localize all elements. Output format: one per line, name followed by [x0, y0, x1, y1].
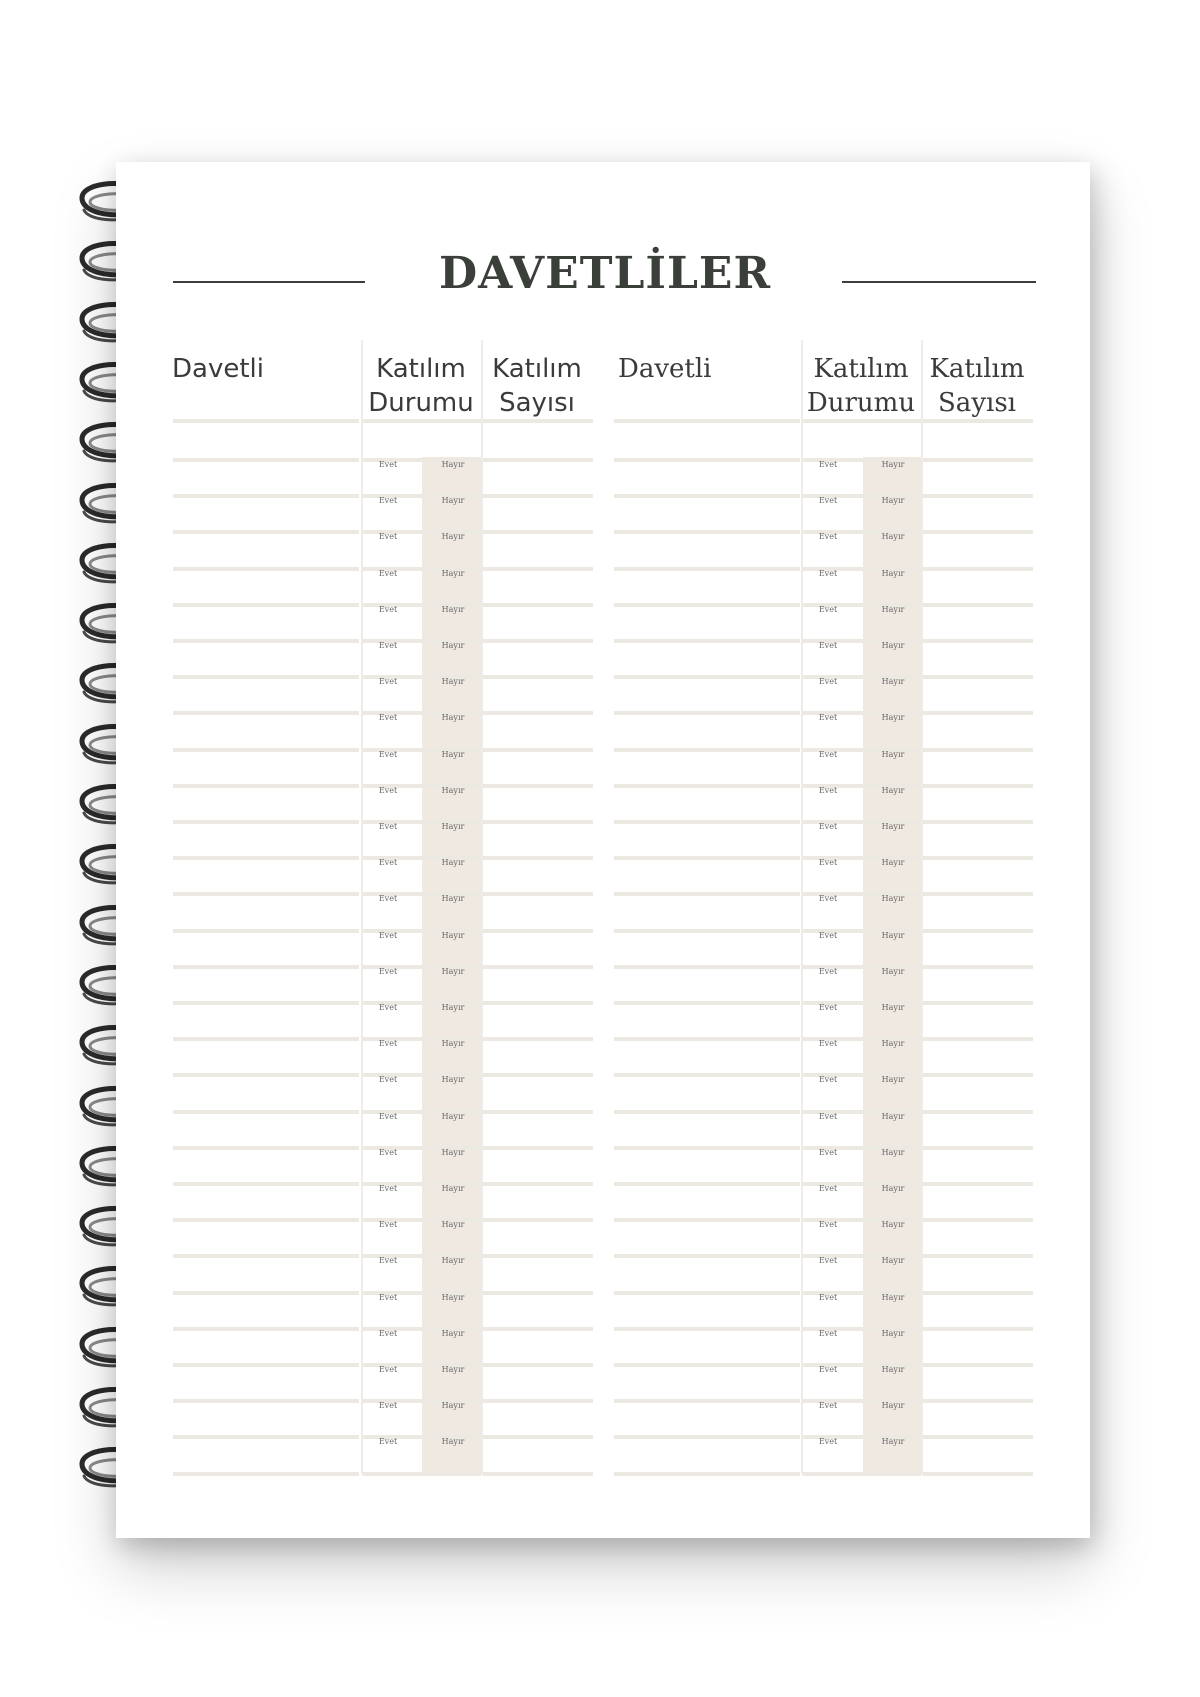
- evet-option[interactable]: Evet: [818, 894, 838, 904]
- row-rule: [173, 1037, 359, 1041]
- hayir-option[interactable]: Hayır: [441, 713, 465, 723]
- row-rule: [614, 1182, 800, 1186]
- row-rule: [173, 1073, 359, 1077]
- row-rule: [483, 1472, 593, 1476]
- evet-option[interactable]: Evet: [818, 1039, 838, 1049]
- row-rule: [614, 1254, 800, 1258]
- hayir-option[interactable]: Hayır: [881, 749, 905, 759]
- evet-option[interactable]: Evet: [818, 1003, 838, 1012]
- hayir-option[interactable]: Hayır: [881, 1220, 905, 1230]
- row-rule: [483, 748, 593, 752]
- hayir-option[interactable]: Hayır: [441, 1256, 465, 1266]
- hayir-option[interactable]: Hayır: [881, 1003, 905, 1012]
- row-rule: [923, 1327, 1033, 1331]
- hayir-option[interactable]: Hayır: [441, 966, 465, 976]
- row-rule: [614, 748, 800, 752]
- hayir-option[interactable]: Hayır: [881, 1292, 905, 1302]
- header-rule: [803, 419, 921, 423]
- row-rule: [173, 1110, 359, 1114]
- hayir-option[interactable]: Hayır: [441, 1365, 465, 1374]
- hayir-option[interactable]: Hayır: [441, 1147, 465, 1157]
- hayir-option[interactable]: Hayır: [881, 1401, 905, 1411]
- row-rule: [614, 1218, 800, 1222]
- row-rule: [614, 856, 800, 860]
- right-guest-header: Davetli: [618, 354, 712, 384]
- hayir-option[interactable]: Hayır: [441, 858, 465, 868]
- row-rule: [173, 892, 359, 896]
- evet-option[interactable]: Evet: [818, 749, 838, 759]
- row-rule: [923, 1291, 1033, 1295]
- hayir-option[interactable]: Hayır: [881, 677, 905, 687]
- hayir-option[interactable]: Hayır: [881, 532, 905, 542]
- evet-option[interactable]: Evet: [818, 1292, 838, 1302]
- row-rule: [173, 748, 359, 752]
- hayir-option[interactable]: Hayır: [441, 1292, 465, 1302]
- row-rule: [173, 458, 359, 462]
- evet-option[interactable]: Evet: [818, 460, 838, 469]
- row-rule: [614, 965, 800, 969]
- row-rule: [483, 1073, 593, 1077]
- row-rule: [483, 530, 593, 534]
- row-rule: [483, 567, 593, 571]
- row-rule: [923, 458, 1033, 462]
- evet-option[interactable]: Evet: [818, 1365, 838, 1374]
- hayir-option[interactable]: Hayır: [441, 496, 465, 506]
- evet-option[interactable]: Evet: [378, 604, 398, 614]
- row-rule: [483, 1218, 593, 1222]
- page-title: DAVETLİLER: [438, 248, 772, 299]
- row-rule: [483, 1146, 593, 1150]
- row-rule: [923, 1254, 1033, 1258]
- evet-option[interactable]: Evet: [818, 1220, 838, 1230]
- title-rule-left: [173, 281, 365, 283]
- hayir-option[interactable]: Hayır: [441, 568, 465, 578]
- evet-option[interactable]: Evet: [378, 1111, 398, 1121]
- row-rule: [923, 1182, 1033, 1186]
- hayir-option[interactable]: Hayır: [881, 785, 905, 795]
- left-count-header: [482, 352, 592, 420]
- row-rule: [483, 1435, 593, 1439]
- hayir-option[interactable]: Hayır: [881, 1075, 905, 1085]
- row-rule: [173, 603, 359, 607]
- title-rule-right: [842, 281, 1036, 283]
- right-count-header-line1: Katılım: [929, 354, 1025, 384]
- row-rule: [614, 1146, 800, 1150]
- hayir-option[interactable]: Hayır: [881, 568, 905, 578]
- hayir-option[interactable]: Hayır: [881, 604, 905, 614]
- row-rule: [614, 1435, 800, 1439]
- row-rule: [173, 1254, 359, 1258]
- evet-option[interactable]: Evet: [818, 858, 838, 868]
- row-rule: [483, 711, 593, 715]
- evet-option[interactable]: Evet: [818, 1401, 838, 1411]
- evet-option[interactable]: Evet: [378, 677, 398, 687]
- evet-option[interactable]: Evet: [378, 894, 398, 904]
- row-rule: [614, 1110, 800, 1114]
- hayir-option[interactable]: Hayır: [881, 894, 905, 904]
- row-rule: [614, 784, 800, 788]
- row-rule: [483, 820, 593, 824]
- row-rule: [614, 820, 800, 824]
- hayir-option[interactable]: Hayır: [881, 1147, 905, 1157]
- hayir-option[interactable]: Hayır: [881, 1039, 905, 1049]
- row-rule: [483, 1363, 593, 1367]
- hayir-option[interactable]: Hayır: [441, 749, 465, 759]
- evet-option[interactable]: Evet: [378, 1147, 398, 1157]
- row-rule: [614, 458, 800, 462]
- row-rule: [614, 892, 800, 896]
- hayir-option[interactable]: Hayır: [441, 1401, 465, 1411]
- evet-option[interactable]: Evet: [818, 822, 838, 831]
- evet-option[interactable]: Evet: [378, 822, 398, 831]
- row-rule: [614, 1001, 800, 1005]
- evet-option[interactable]: Evet: [378, 858, 398, 868]
- row-rule: [923, 1073, 1033, 1077]
- evet-option[interactable]: Evet: [378, 568, 398, 578]
- evet-option[interactable]: Evet: [378, 966, 398, 976]
- left-status-header: [362, 352, 480, 420]
- hayir-option[interactable]: Hayır: [881, 1111, 905, 1121]
- row-rule: [483, 965, 593, 969]
- evet-option[interactable]: Evet: [378, 496, 398, 506]
- right-status-header: [802, 352, 920, 420]
- hayir-option[interactable]: Hayır: [441, 894, 465, 904]
- evet-option[interactable]: Evet: [818, 1147, 838, 1157]
- left-guest-header: Davetli: [172, 354, 264, 384]
- hayir-option[interactable]: Hayır: [441, 1328, 465, 1338]
- row-rule: [483, 929, 593, 933]
- row-rule: [923, 1472, 1033, 1476]
- evet-option[interactable]: Evet: [818, 1328, 838, 1338]
- row-rule: [173, 1327, 359, 1331]
- hayir-option[interactable]: Hayır: [881, 966, 905, 976]
- row-rule: [173, 567, 359, 571]
- evet-option[interactable]: Evet: [378, 1184, 398, 1193]
- row-rule: [923, 567, 1033, 571]
- header-rule: [614, 419, 800, 423]
- evet-option[interactable]: Evet: [818, 641, 838, 650]
- hayir-option[interactable]: Hayır: [881, 1256, 905, 1266]
- row-rule: [803, 1472, 921, 1476]
- row-rule: [483, 1327, 593, 1331]
- evet-option[interactable]: Evet: [378, 1220, 398, 1230]
- row-rule: [923, 1001, 1033, 1005]
- evet-option[interactable]: Evet: [818, 1184, 838, 1193]
- evet-option[interactable]: Evet: [818, 1437, 838, 1447]
- hayir-option[interactable]: Hayır: [441, 822, 465, 831]
- hayir-option[interactable]: Hayır: [441, 1220, 465, 1230]
- right-status-header-line1: Katılım: [813, 354, 909, 384]
- left-status-header-line1: Katılım: [376, 354, 466, 384]
- evet-option[interactable]: Evet: [378, 713, 398, 723]
- right-count-header-line2: Sayısı: [938, 388, 1016, 418]
- row-rule: [923, 711, 1033, 715]
- row-rule: [923, 603, 1033, 607]
- left-divider-1: [361, 340, 363, 1475]
- evet-option[interactable]: Evet: [818, 677, 838, 687]
- hayir-option[interactable]: Hayır: [441, 677, 465, 687]
- row-rule: [483, 603, 593, 607]
- row-rule: [173, 965, 359, 969]
- evet-option[interactable]: Evet: [378, 641, 398, 650]
- row-rule: [483, 458, 593, 462]
- row-rule: [614, 1399, 800, 1403]
- row-rule: [483, 675, 593, 679]
- row-rule: [923, 675, 1033, 679]
- hayir-option[interactable]: Hayır: [441, 1003, 465, 1012]
- hayir-option[interactable]: Hayır: [881, 1365, 905, 1374]
- row-rule: [923, 856, 1033, 860]
- right-status-header-line2: Durumu: [806, 388, 916, 418]
- evet-option[interactable]: Evet: [818, 568, 838, 578]
- hayir-option[interactable]: Hayır: [881, 460, 905, 469]
- hayir-option[interactable]: Hayır: [441, 1184, 465, 1193]
- row-rule: [614, 711, 800, 715]
- row-rule: [923, 892, 1033, 896]
- row-rule: [173, 1146, 359, 1150]
- row-rule: [173, 1435, 359, 1439]
- row-rule: [923, 1037, 1033, 1041]
- row-rule: [614, 567, 800, 571]
- row-rule: [614, 639, 800, 643]
- row-rule: [173, 1291, 359, 1295]
- evet-option[interactable]: Evet: [818, 1111, 838, 1121]
- evet-option[interactable]: Evet: [378, 1039, 398, 1049]
- hayir-option[interactable]: Hayır: [881, 713, 905, 723]
- row-rule: [614, 1472, 800, 1476]
- row-rule: [923, 820, 1033, 824]
- right-divider-2: [921, 340, 923, 1475]
- evet-option[interactable]: Evet: [378, 1401, 398, 1411]
- row-rule: [173, 784, 359, 788]
- row-rule: [614, 929, 800, 933]
- row-rule: [173, 1001, 359, 1005]
- hayir-option[interactable]: Hayır: [881, 1437, 905, 1447]
- evet-option[interactable]: Evet: [378, 1003, 398, 1012]
- evet-option[interactable]: Evet: [378, 532, 398, 542]
- hayir-option[interactable]: Hayır: [881, 1184, 905, 1193]
- evet-option[interactable]: Evet: [378, 785, 398, 795]
- row-rule: [923, 494, 1033, 498]
- row-rule: [173, 675, 359, 679]
- row-rule: [173, 820, 359, 824]
- row-rule: [173, 711, 359, 715]
- evet-option[interactable]: Evet: [818, 496, 838, 506]
- row-rule: [483, 1110, 593, 1114]
- row-rule: [483, 1182, 593, 1186]
- evet-option[interactable]: Evet: [378, 930, 398, 940]
- row-rule: [363, 1472, 481, 1476]
- evet-option[interactable]: Evet: [378, 1328, 398, 1338]
- row-rule: [614, 1363, 800, 1367]
- row-rule: [483, 1291, 593, 1295]
- hayir-option[interactable]: Hayır: [881, 858, 905, 868]
- evet-option[interactable]: Evet: [378, 1075, 398, 1085]
- row-rule: [173, 856, 359, 860]
- row-rule: [173, 494, 359, 498]
- row-rule: [173, 929, 359, 933]
- row-rule: [483, 892, 593, 896]
- header-rule: [363, 419, 481, 423]
- evet-option[interactable]: Evet: [818, 604, 838, 614]
- header-rule: [923, 419, 1033, 423]
- evet-option[interactable]: Evet: [818, 1256, 838, 1266]
- row-rule: [173, 530, 359, 534]
- left-divider-2: [481, 340, 483, 1475]
- evet-option[interactable]: Evet: [378, 1437, 398, 1447]
- hayir-option[interactable]: Hayır: [441, 1437, 465, 1447]
- row-rule: [923, 639, 1033, 643]
- hayir-option[interactable]: Hayır: [881, 1328, 905, 1338]
- hayir-option[interactable]: Hayır: [441, 1111, 465, 1121]
- right-divider-1: [801, 340, 803, 1475]
- row-rule: [614, 494, 800, 498]
- row-rule: [173, 1218, 359, 1222]
- evet-option[interactable]: Evet: [818, 930, 838, 940]
- row-rule: [173, 1182, 359, 1186]
- row-rule: [483, 1037, 593, 1041]
- row-rule: [173, 1472, 359, 1476]
- row-rule: [923, 1110, 1033, 1114]
- evet-option[interactable]: Evet: [818, 532, 838, 542]
- hayir-option[interactable]: Hayır: [881, 822, 905, 831]
- row-rule: [614, 1327, 800, 1331]
- row-rule: [923, 965, 1033, 969]
- left-status-header-line2: Durumu: [368, 388, 474, 418]
- hayir-option[interactable]: Hayır: [441, 532, 465, 542]
- row-rule: [923, 1363, 1033, 1367]
- row-rule: [614, 1037, 800, 1041]
- evet-option[interactable]: Evet: [818, 713, 838, 723]
- row-rule: [173, 1363, 359, 1367]
- row-rule: [923, 1218, 1033, 1222]
- hayir-option[interactable]: Hayır: [441, 641, 465, 650]
- hayir-option[interactable]: Hayır: [881, 641, 905, 650]
- row-rule: [923, 1435, 1033, 1439]
- row-rule: [923, 784, 1033, 788]
- hayir-option[interactable]: Hayır: [441, 1075, 465, 1085]
- row-rule: [614, 1073, 800, 1077]
- row-rule: [923, 1146, 1033, 1150]
- row-rule: [483, 1254, 593, 1258]
- row-rule: [923, 530, 1033, 534]
- right-count-header: [922, 352, 1032, 420]
- evet-option[interactable]: Evet: [378, 749, 398, 759]
- row-rule: [483, 784, 593, 788]
- left-count-header-line1: Katılım: [492, 354, 582, 384]
- header-rule: [483, 419, 593, 423]
- row-rule: [614, 603, 800, 607]
- evet-option[interactable]: Evet: [378, 460, 398, 469]
- evet-option[interactable]: Evet: [818, 1075, 838, 1085]
- hayir-option[interactable]: Hayır: [441, 460, 465, 469]
- hayir-option[interactable]: Hayır: [441, 785, 465, 795]
- evet-option[interactable]: Evet: [818, 966, 838, 976]
- row-rule: [483, 639, 593, 643]
- row-rule: [483, 1001, 593, 1005]
- header-rule: [173, 419, 359, 423]
- row-rule: [923, 748, 1033, 752]
- hayir-option[interactable]: Hayır: [441, 1039, 465, 1049]
- row-rule: [614, 675, 800, 679]
- evet-option[interactable]: Evet: [378, 1256, 398, 1266]
- evet-option[interactable]: Evet: [378, 1365, 398, 1374]
- hayir-option[interactable]: Hayır: [441, 604, 465, 614]
- row-rule: [923, 929, 1033, 933]
- row-rule: [173, 639, 359, 643]
- hayir-option[interactable]: Hayır: [881, 930, 905, 940]
- row-rule: [173, 1399, 359, 1403]
- left-count-header-line2: Sayısı: [499, 388, 575, 418]
- evet-option[interactable]: Evet: [818, 785, 838, 795]
- row-rule: [483, 494, 593, 498]
- row-rule: [483, 1399, 593, 1403]
- evet-option[interactable]: Evet: [378, 1292, 398, 1302]
- row-rule: [614, 530, 800, 534]
- hayir-option[interactable]: Hayır: [881, 496, 905, 506]
- row-rule: [614, 1291, 800, 1295]
- row-rule: [483, 856, 593, 860]
- row-rule: [923, 1399, 1033, 1403]
- hayir-option[interactable]: Hayır: [441, 930, 465, 940]
